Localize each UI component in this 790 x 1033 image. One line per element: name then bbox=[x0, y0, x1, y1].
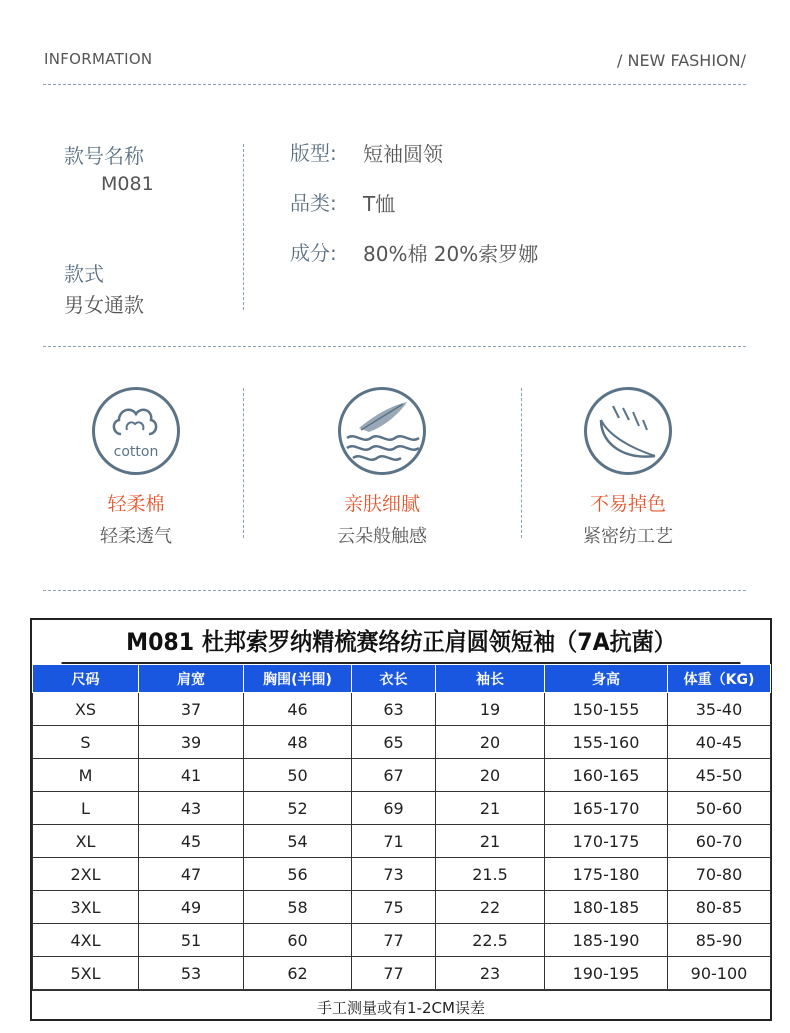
composition-label: 成分: bbox=[290, 241, 337, 265]
divider-top bbox=[43, 84, 746, 85]
table-cell: 40-45 bbox=[668, 726, 771, 759]
table-cell: 37 bbox=[139, 693, 244, 726]
table-cell: XS bbox=[33, 693, 139, 726]
measurement-note: 手工测量或有1-2CM误差 bbox=[32, 990, 770, 1024]
feature-title: 轻柔棉 bbox=[107, 493, 165, 515]
table-cell: 75 bbox=[352, 891, 436, 924]
table-cell: 73 bbox=[352, 858, 436, 891]
header-length: 衣长 bbox=[352, 665, 436, 693]
table-cell: 49 bbox=[139, 891, 244, 924]
table-header-row bbox=[33, 665, 771, 693]
table-cell: 155-160 bbox=[545, 726, 668, 759]
table-cell: 170-175 bbox=[545, 825, 668, 858]
table-row bbox=[33, 891, 771, 924]
header-chest: 胸围(半围) bbox=[244, 665, 352, 693]
table-cell: 3XL bbox=[33, 891, 139, 924]
table-cell: 52 bbox=[244, 792, 352, 825]
cotton-icon bbox=[92, 387, 180, 475]
table-cell: 21 bbox=[436, 825, 545, 858]
table-cell: 41 bbox=[139, 759, 244, 792]
feature-subtitle: 轻柔透气 bbox=[100, 526, 172, 547]
section-label-information: INFORMATION bbox=[44, 50, 153, 68]
size-table-grid bbox=[32, 664, 771, 990]
table-row bbox=[33, 792, 771, 825]
table-cell: 54 bbox=[244, 825, 352, 858]
table-cell: 46 bbox=[244, 693, 352, 726]
table-cell: 39 bbox=[139, 726, 244, 759]
table-cell: 180-185 bbox=[545, 891, 668, 924]
category-value: T恤 bbox=[363, 192, 396, 216]
table-cell: 43 bbox=[139, 792, 244, 825]
table-cell: 22 bbox=[436, 891, 545, 924]
header-height: 身高 bbox=[545, 665, 668, 693]
table-cell: 20 bbox=[436, 759, 545, 792]
svg-text:cotton: cotton bbox=[113, 444, 159, 460]
divider-middle bbox=[43, 346, 746, 347]
header-size: 尺码 bbox=[33, 665, 139, 693]
table-cell: 63 bbox=[352, 693, 436, 726]
header-sleeve: 袖长 bbox=[436, 665, 545, 693]
table-cell: 2XL bbox=[33, 858, 139, 891]
style-label: 款式 bbox=[64, 262, 104, 286]
size-table-title: M081 杜邦索罗纳精梳赛络纺正肩圆领短袖（7A抗菌） bbox=[62, 620, 741, 664]
table-cell: 50-60 bbox=[668, 792, 771, 825]
table-cell: 90-100 bbox=[668, 957, 771, 990]
header-shoulder: 肩宽 bbox=[139, 665, 244, 693]
table-cell: 71 bbox=[352, 825, 436, 858]
feature-title: 不易掉色 bbox=[589, 493, 666, 515]
table-cell: 70-80 bbox=[668, 858, 771, 891]
table-cell: 4XL bbox=[33, 924, 139, 957]
table-cell: 60-70 bbox=[668, 825, 771, 858]
feature-subtitle: 云朵般触感 bbox=[337, 526, 427, 547]
table-cell: 5XL bbox=[33, 957, 139, 990]
table-cell: 62 bbox=[244, 957, 352, 990]
feature-title: 亲肤细腻 bbox=[343, 493, 420, 515]
table-cell: 185-190 bbox=[545, 924, 668, 957]
table-cell: 35-40 bbox=[668, 693, 771, 726]
table-cell: 80-85 bbox=[668, 891, 771, 924]
table-cell: 58 bbox=[244, 891, 352, 924]
table-row bbox=[33, 726, 771, 759]
table-cell: 160-165 bbox=[545, 759, 668, 792]
table-cell: 69 bbox=[352, 792, 436, 825]
table-cell: M bbox=[33, 759, 139, 792]
table-cell: 150-155 bbox=[545, 693, 668, 726]
table-cell: 23 bbox=[436, 957, 545, 990]
table-cell: 60 bbox=[244, 924, 352, 957]
header-weight: 体重（KG) bbox=[668, 665, 771, 693]
table-cell: 51 bbox=[139, 924, 244, 957]
table-row bbox=[33, 825, 771, 858]
table-cell: 45 bbox=[139, 825, 244, 858]
table-cell: L bbox=[33, 792, 139, 825]
feature-divider-1 bbox=[243, 388, 244, 538]
table-cell: 19 bbox=[436, 693, 545, 726]
feather-icon bbox=[338, 387, 426, 475]
fit-value: 短袖圆领 bbox=[363, 142, 443, 166]
size-table bbox=[30, 618, 772, 1021]
table-cell: 77 bbox=[352, 924, 436, 957]
table-row bbox=[33, 759, 771, 792]
table-cell: 65 bbox=[352, 726, 436, 759]
table-cell: XL bbox=[33, 825, 139, 858]
style-number-label: 款号名称 bbox=[64, 144, 144, 168]
table-cell: 56 bbox=[244, 858, 352, 891]
style-number-value: M081 bbox=[101, 173, 154, 195]
table-cell: 175-180 bbox=[545, 858, 668, 891]
table-cell: S bbox=[33, 726, 139, 759]
table-cell: 21.5 bbox=[436, 858, 545, 891]
table-cell: 47 bbox=[139, 858, 244, 891]
feature-soft-cotton bbox=[46, 387, 226, 548]
table-cell: 67 bbox=[352, 759, 436, 792]
section-label-new-fashion: / NEW FASHION/ bbox=[617, 51, 746, 70]
table-cell: 22.5 bbox=[436, 924, 545, 957]
info-vertical-divider bbox=[243, 144, 244, 310]
table-cell: 48 bbox=[244, 726, 352, 759]
table-cell: 77 bbox=[352, 957, 436, 990]
style-value: 男女通款 bbox=[64, 293, 144, 317]
table-cell: 50 bbox=[244, 759, 352, 792]
table-cell: 21 bbox=[436, 792, 545, 825]
fit-label: 版型: bbox=[290, 141, 337, 165]
feature-colorfast bbox=[538, 387, 718, 548]
table-cell: 85-90 bbox=[668, 924, 771, 957]
table-row bbox=[33, 957, 771, 990]
table-row bbox=[33, 924, 771, 957]
category-label: 品类: bbox=[290, 191, 337, 215]
table-cell: 20 bbox=[436, 726, 545, 759]
table-cell: 45-50 bbox=[668, 759, 771, 792]
feature-divider-2 bbox=[521, 388, 522, 538]
table-cell: 53 bbox=[139, 957, 244, 990]
table-cell: 165-170 bbox=[545, 792, 668, 825]
feature-subtitle: 紧密纺工艺 bbox=[583, 526, 673, 547]
composition-value: 80%棉 20%索罗娜 bbox=[363, 242, 539, 266]
table-row bbox=[33, 858, 771, 891]
divider-bottom bbox=[43, 590, 746, 591]
table-cell: 190-195 bbox=[545, 957, 668, 990]
feature-skin-friendly bbox=[292, 387, 472, 548]
fabric-icon bbox=[584, 387, 672, 475]
table-row bbox=[33, 693, 771, 726]
